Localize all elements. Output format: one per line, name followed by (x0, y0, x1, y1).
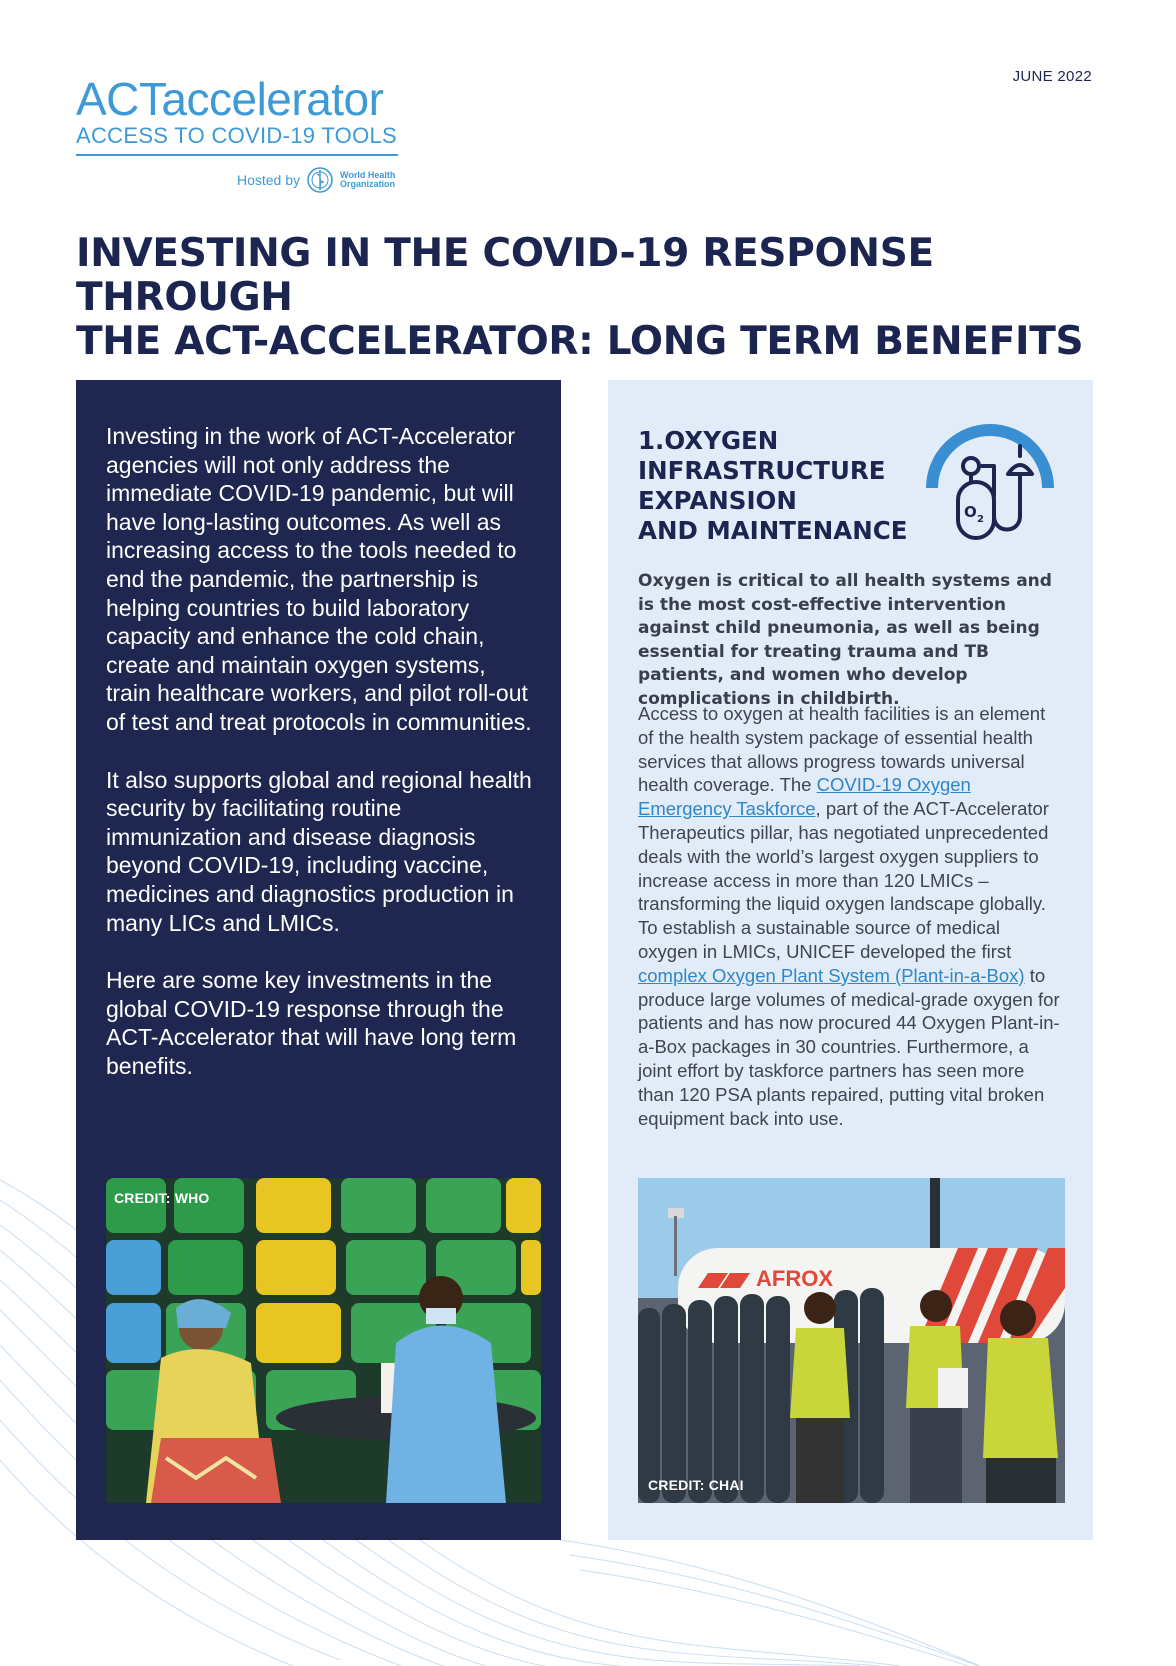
section-lead: Oxygen is critical to all health systems and is the most cost-effective intervention against child pneumonia, as well as being essential for treating trauma and TB patients, and women who develop complications in childbirth. (638, 571, 1052, 709)
section-heading-line: AND MAINTENANCE (638, 516, 908, 545)
tanker-brand-text: AFROX (756, 1266, 833, 1291)
hosted-by-text: Hosted by (236, 172, 300, 188)
oxygen-cylinder-icon (924, 416, 1056, 546)
who-emblem-icon (306, 166, 334, 194)
logo-accelerator: accelerator (161, 73, 384, 125)
stadium-vaccination-image (106, 1178, 541, 1503)
logo-act: ACT (76, 73, 162, 125)
body-text-part2: , part of the ACT-Accelerator Therapeutics pillar, has negotiated unprecedented deals with the world’s largest oxygen suppliers to increase access in more than 120 LMICs – transforming the liquid oxygen landscape globally. To establish a sustainable source of medical oxygen in LMICs, UNICEF developed the first (638, 798, 1049, 962)
photo-credit: CREDIT: WHO (114, 1190, 210, 1206)
logo-divider (76, 154, 398, 156)
hosted-by-line (76, 166, 400, 194)
who-name-line1: World Health (340, 170, 396, 180)
oxygen-plant-photo (638, 1178, 1065, 1503)
intro-text (106, 422, 536, 1109)
intro-panel (76, 380, 561, 1540)
page-title-line2: THE ACT-ACCELERATOR: LONG TERM BENEFITS (76, 319, 1084, 364)
body-text-part3: to produce large volumes of medical-grade oxygen for patients and has now procured 44 Oxygen Plant-in-a-Box packages in 30 countries. Furthermore, a joint effort by taskforce partners has seen more than 120 PSA plants repaired, putting vital broken equipment back into use. (638, 964, 1060, 1129)
section-body (638, 702, 1063, 1130)
logo-subtitle: ACCESS TO COVID-19 TOOLS (76, 123, 398, 148)
section-heading-line: EXPANSION (638, 486, 797, 515)
vaccination-photo (106, 1178, 541, 1503)
plant-in-a-box-link[interactable]: complex Oxygen Plant System (Plant-in-a-Box) (638, 964, 1025, 986)
intro-paragraph: It also supports global and regional health security by facilitating routine immunization and disease diagnosis beyond COVID-19, including vaccine, medicines and diagnostics production in many LICs and LMICs. (106, 766, 532, 936)
svg-text:2: 2 (977, 514, 984, 525)
page-title (76, 232, 1116, 364)
svg-text:O: O (964, 503, 977, 521)
section-heading-line: 1.OXYGEN (638, 426, 779, 455)
who-name-line2: Organization (340, 179, 396, 189)
who-name (340, 171, 400, 189)
act-accelerator-logo (76, 74, 400, 194)
oxygen-taskforce-link[interactable]: COVID-19 Oxygen Emergency Taskforce (638, 774, 971, 820)
section-heading (638, 426, 918, 546)
logo-wordmark (76, 74, 400, 124)
photo-credit: CREDIT: CHAI (648, 1477, 744, 1493)
intro-paragraph: Here are some key investments in the global COVID-19 response through the ACT-Accelerator that will have long term benefits. (106, 967, 517, 1079)
section-heading-line: INFRASTRUCTURE (638, 456, 886, 485)
page-title-line1: INVESTING IN THE COVID-19 RESPONSE THROUGH (76, 231, 934, 320)
body-text-part1: Access to oxygen at health facilities is an element of the health system package of essential health services that allows progress towards universal health coverage. The (638, 703, 1046, 796)
publication-date: JUNE 2022 (1012, 68, 1092, 85)
oxygen-cylinders-image (638, 1178, 1065, 1503)
intro-paragraph: Investing in the work of ACT-Accelerator agencies will not only address the immediate COVID-19 pandemic, but will have long-lasting outcomes. As well as increasing access to the tools needed to end the pandemic, the partnership is helping countries to build laboratory capacity and enhance the cold chain, create and maintain oxygen systems, train healthcare workers, and pilot roll-out of test and treat protocols in communities. (106, 423, 532, 735)
oxygen-section-panel (608, 380, 1093, 1540)
